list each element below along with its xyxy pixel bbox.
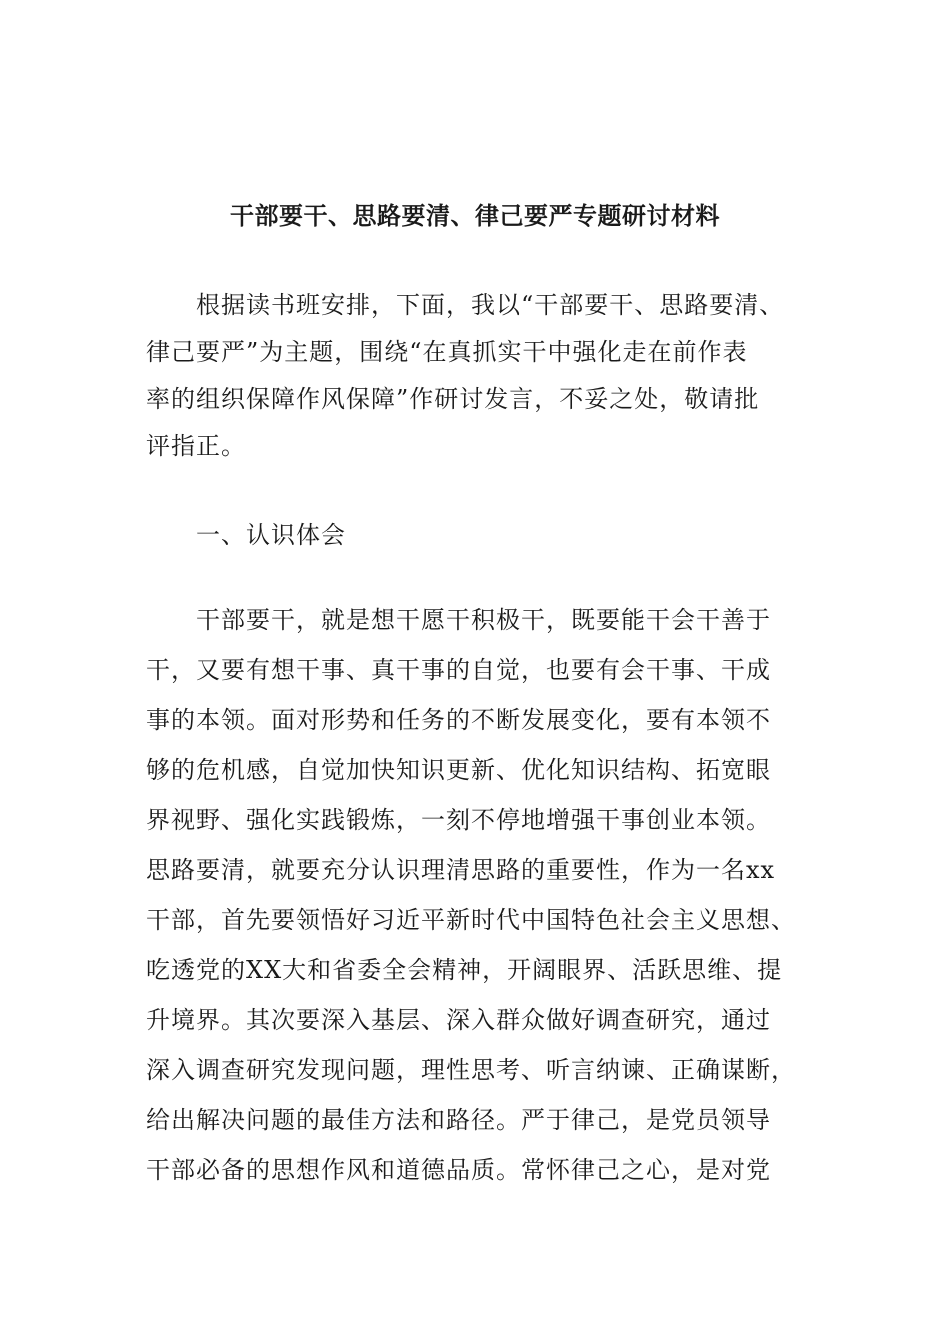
body-line-2: 干，又要有想干事、真干事的自觉，也要有会干事、干成	[146, 656, 771, 684]
body-line-12: 干部必备的思想作风和道德品质。常怀律己之心，是对党	[146, 1156, 771, 1184]
body-line-11: 给出解决问题的最佳方法和路径。严于律己，是党员领导	[146, 1106, 771, 1134]
intro-line-1: 根据读书班安排，下面，我以“干部要干、思路要清、	[196, 291, 785, 319]
body-line-8: 吃透党的XX大和省委全会精神，开阔眼界、活跃思维、提	[146, 956, 783, 984]
intro-line-3: 率的组织保障作风保障”作研讨发言，不妥之处，敬请批	[146, 385, 760, 413]
document-title: 干部要干、思路要清、律己要严专题研讨材料	[230, 201, 720, 230]
intro-line-2: 律己要严”为主题，围绕“在真抓实干中强化走在前作表	[146, 338, 748, 366]
body-line-1: 干部要干，就是想干愿干积极干，既要能干会干善于	[196, 606, 771, 634]
body-line-5: 界视野、强化实践锻炼，一刻不停地增强干事创业本领。	[146, 806, 771, 834]
body-line-4: 够的危机感，自觉加快知识更新、优化知识结构、拓宽眼	[146, 756, 771, 784]
body-line-9: 升境界。其次要深入基层、深入群众做好调查研究，通过	[146, 1006, 771, 1034]
section-heading: 一、认识体会	[196, 521, 346, 549]
body-line-10: 深入调查研究发现问题，理性思考、听言纳谏、正确谋断，	[146, 1056, 796, 1084]
intro-line-4: 评指正。	[146, 432, 246, 460]
body-line-3: 事的本领。面对形势和任务的不断发展变化，要有本领不	[146, 706, 771, 734]
body-line-7: 干部，首先要领悟好习近平新时代中国特色社会主义思想、	[146, 906, 796, 934]
body-line-6: 思路要清，就要充分认识理清思路的重要性，作为一名xx	[146, 856, 776, 884]
